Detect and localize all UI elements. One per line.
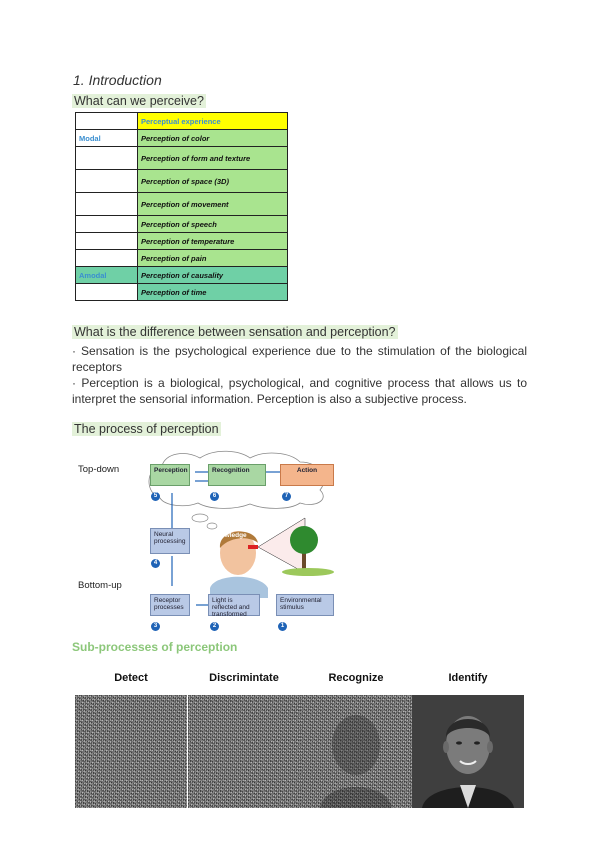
question-perceive: What can we perceive? bbox=[74, 94, 204, 108]
box-neural: Neural processing bbox=[150, 528, 190, 554]
step-7: 7 bbox=[282, 492, 291, 501]
question-difference: What is the difference between sensation and perception? bbox=[74, 325, 396, 339]
box-recognition: Recognition bbox=[208, 464, 266, 486]
box-light: Light is reflected and transformed bbox=[208, 594, 260, 616]
thought-bubble-small bbox=[192, 514, 208, 522]
box-receptor: Receptor processes bbox=[150, 594, 190, 616]
eye-receptor bbox=[248, 545, 258, 549]
step-2: 2 bbox=[210, 622, 219, 631]
step-5: 5 bbox=[151, 492, 160, 501]
question-process: The process of perception bbox=[74, 422, 219, 436]
top-down-label: Top-down bbox=[78, 464, 120, 475]
table-row: Perception of speech bbox=[76, 216, 288, 233]
faint-face bbox=[300, 695, 412, 808]
knowledge-label: Knowledge bbox=[212, 532, 247, 539]
bullet-sensation: · Sensation is the psychological experience due to the stimulation of the biological receptors bbox=[72, 344, 527, 374]
box-action: Action bbox=[280, 464, 334, 486]
perception-table bbox=[75, 112, 288, 301]
subprocesses-heading: Sub-processes of perception bbox=[72, 640, 238, 654]
step-4: 4 bbox=[151, 559, 160, 568]
step-1: 1 bbox=[278, 622, 287, 631]
bottom-up-label: Bottom-up bbox=[78, 580, 122, 591]
step-6: 6 bbox=[210, 492, 219, 501]
bullet-perception: · Perception is a biological, psychological, and cognitive process that allows us to interpret the sensorial information. Perception is also a subjective process. bbox=[72, 376, 527, 406]
noise-image-detect bbox=[75, 695, 187, 808]
table-row: Perception of movement bbox=[76, 193, 288, 216]
table-row: Perception of temperature bbox=[76, 233, 288, 250]
ground bbox=[282, 568, 334, 576]
table-row: Amodal Perception of causality bbox=[76, 267, 288, 284]
table-header-row bbox=[76, 113, 288, 130]
table-row: Perception of pain bbox=[76, 250, 288, 267]
tree-crown bbox=[290, 526, 318, 554]
noise-image-discriminate bbox=[188, 695, 300, 808]
step-3: 3 bbox=[151, 622, 160, 631]
table-row: Perception of form and texture bbox=[76, 147, 288, 170]
face-portrait bbox=[412, 695, 524, 808]
box-environment: Environmental stimulus bbox=[276, 594, 334, 616]
noise-image-recognize bbox=[300, 695, 412, 808]
table-row: Perception of space (3D) bbox=[76, 170, 288, 193]
table-row: Modal Perception of color bbox=[76, 130, 288, 147]
panel-title-detect: Detect bbox=[114, 672, 148, 684]
table-row: Perception of time bbox=[76, 284, 288, 301]
panel-title-identify: Identify bbox=[448, 672, 488, 684]
section-heading: 1. Introduction bbox=[73, 72, 162, 88]
thought-bubble-tiny bbox=[207, 523, 217, 529]
panel-title-discriminate: Discrimintate bbox=[209, 672, 279, 684]
table-header: Perceptual experience bbox=[138, 113, 288, 130]
box-perception: Perception bbox=[150, 464, 190, 486]
face-image-identify bbox=[412, 695, 524, 808]
panel-title-recognize: Recognize bbox=[328, 672, 384, 684]
